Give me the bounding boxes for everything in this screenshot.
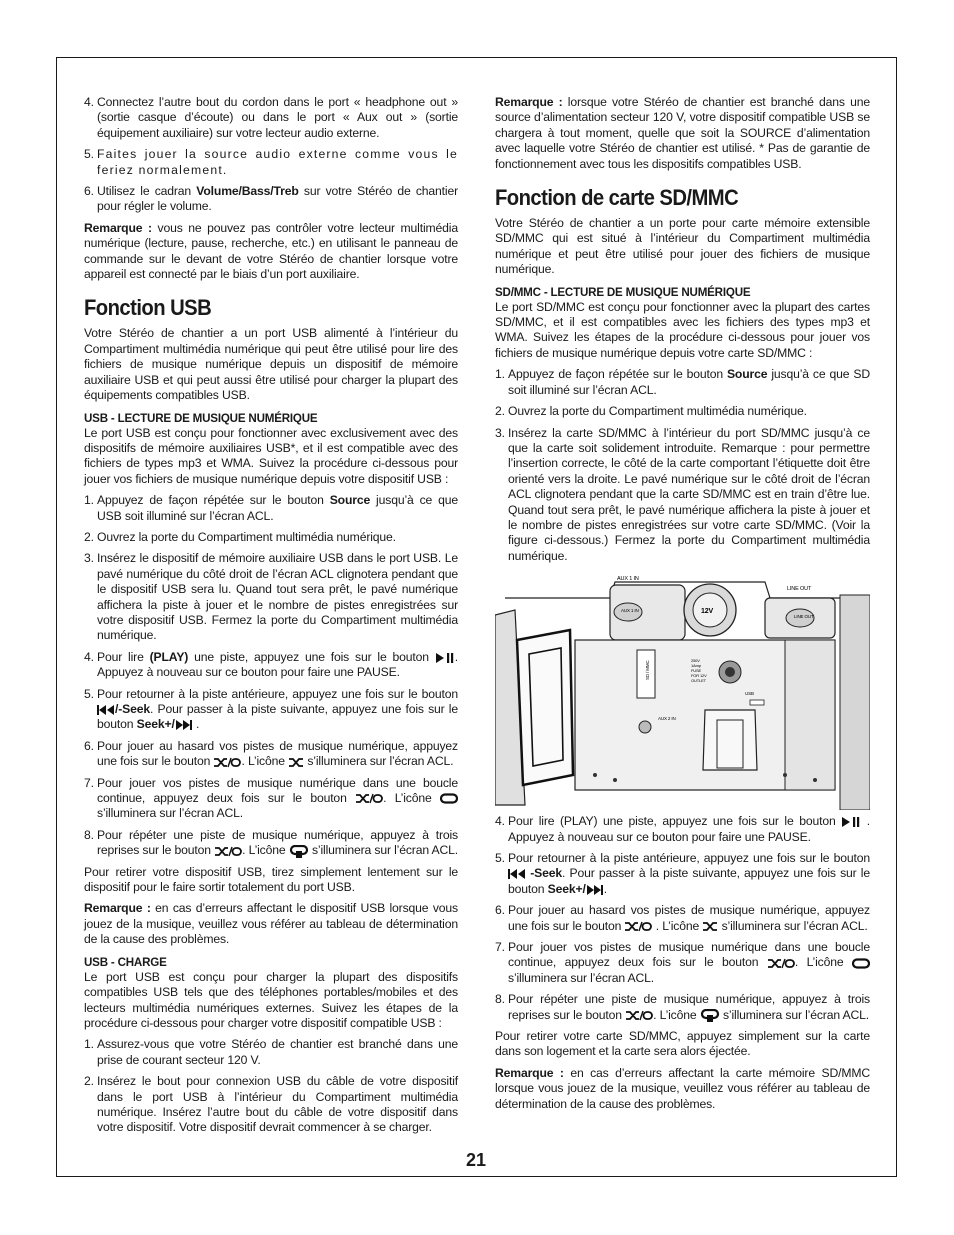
button-name: (PLAY) <box>149 649 189 664</box>
item-text: Pour jouer vos pistes de musique numérique dans une boucle continue, appuyez deux fois sur le bouton <box>508 940 870 970</box>
item-text: Insérez la carte SD/MMC à l’intérieur du port SD/MMC jusqu’à ce que la carte soit solidement introduite. Remarque : pour permettre l’insertion correcte, le côté de la carte comportant l’étiquette doit être orienté vers la droite. Le pavé numérique sur le côté droit de l’écran ACL clignotera pendant que la carte SD/MMC est en train d’être lue. Quand tout sera prêt, le pavé numérique affichera la piste à jouer et le nombre de pistes enregistrées sur votre carte SD/MMC. (Voir la figure ci-dessous.) Fermez la porte du Compartiment multimédia numérique. <box>508 425 870 563</box>
item-text: Pour retourner à la piste antérieure, appuyez une fois sur le bouton <box>97 686 458 701</box>
item-number: 5. <box>495 850 505 865</box>
note-text: en cas d’erreurs affectant la carte mémoire SD/MMC lorsque vous jouez de la musique, veuillez vous référer au tableau de détermination de la cause des problèmes. <box>495 1065 870 1111</box>
item-number: 8. <box>84 827 94 842</box>
shuffle-repeat-button-icon <box>625 1010 653 1021</box>
item-text: Connectez l’autre bout du cordon dans le port « headphone out » (sortie casque d’écoute) ou dans le port « Aux out » (sortie équipement auxiliaire) sur votre lecteur audio externe. <box>97 95 458 140</box>
item-text: Pour lire (PLAY) une piste, appuyez une fois sur le bouton <box>508 814 842 829</box>
item-text: sur votre Stéréo de chantier pour régler le volume. <box>97 184 458 214</box>
subheading-sd-read: SD/MMC - LECTURE DE MUSIQUE NUMÉRIQUE <box>495 285 751 299</box>
item-text: Pour jouer au hasard vos pistes de musique numérique, appuyez une fois sur le bouton <box>97 738 458 769</box>
item-text: Faites jouer la source audio externe comme vous le feriez normalement. <box>97 147 458 177</box>
paragraph: Le port USB est conçu pour charger la plupart des dispositifs compatibles USB tels que des téléphones portables/mobiles et des lecteurs multimédia numériques externes. Suivez les étapes de la procédure ci-dessous pour charger votre dispositif compatible USB : <box>84 969 458 1030</box>
item-text: Pour répéter une piste de musique numérique, appuyez à trois reprises sur le bouton <box>508 992 870 1022</box>
item-number: 1. <box>84 493 94 508</box>
note-text: vous ne pouvez pas contrôler votre lecteur multimédia numérique (lecture, pause, recherche, etc.) en utilisant le panneau de commande sur le devant de votre Stéréo de chantier lorsque votre appareil est connecté par le biais d’un port auxiliaire. <box>84 220 458 282</box>
figure-label: AUX 1 IN <box>617 576 639 583</box>
item-text: . Pour passer à la piste suivante, appuyez une fois sur le bouton <box>508 866 870 896</box>
figure-label: AUX 2 IN <box>658 716 676 722</box>
item-text: . Appuyez à nouveau sur ce bouton pour faire une PAUSE. <box>508 814 870 844</box>
dial-name: Volume/Bass/Treb <box>196 184 299 199</box>
list-item <box>84 184 458 215</box>
item-text: s’illuminera sur l’écran ACL. <box>304 754 454 769</box>
item-text: s’illuminera sur l’écran ACL. <box>508 970 655 985</box>
section-title-sd: Fonction de carte SD/MMC <box>495 185 739 211</box>
item-number: 7. <box>84 775 94 790</box>
subheading-usb-charge: USB - CHARGE <box>84 955 167 969</box>
shuffle-repeat-button-icon <box>213 757 241 768</box>
item-text: jusqu’à ce que USB soit illuminé sur l’écran ACL. <box>97 493 458 523</box>
button-name: /-Seek <box>115 702 151 716</box>
item-number: 7. <box>495 940 505 954</box>
shuffle-repeat-button-icon <box>214 846 242 857</box>
item-text: Pour jouer vos pistes de musique numérique dans une boucle continue, appuyez deux fois sur le bouton <box>97 775 458 806</box>
figure-label: FOR 12V <box>691 673 707 679</box>
list-item <box>84 687 458 733</box>
paragraph: Le port SD/MMC est conçu pour fonctionner avec la plupart des cartes SD/MMC, et il est compatibles avec les fichiers des types mp3 et WMA. Suivez les étapes de la procédure ci-dessous pour jouer vos fichiers de musique numérique depuis votre carte SD/MMC : <box>495 299 870 360</box>
item-number: 6. <box>495 903 505 918</box>
list-item <box>495 992 870 1023</box>
figure-label: OUTLET <box>691 678 706 684</box>
list-item <box>84 828 458 859</box>
item-number: 2. <box>495 404 505 419</box>
note-text: en cas d’erreurs affectant le dispositif USB lorsque vous jouez de la musique, veuillez vous référer au tableau de détermination de la cause des problèmes. <box>84 901 458 947</box>
item-text: . Pour passer à la piste suivante, appuyez une fois sur le bouton <box>97 702 458 732</box>
item-text: . L’icône <box>383 791 440 806</box>
list-item <box>495 903 870 934</box>
skip-forward-icon <box>175 720 193 730</box>
item-text: Ouvrez la porte du Compartiment multimédia numérique. <box>97 529 396 544</box>
list-item <box>495 814 870 845</box>
list-item <box>495 940 870 986</box>
item-text: Utilisez le cadran <box>97 184 197 199</box>
shuffle-repeat-button-icon <box>767 958 795 969</box>
list-item <box>495 851 870 897</box>
item-text: s’illuminera sur l’écran ACL. <box>97 806 244 821</box>
figure-label: 1Amp <box>691 663 701 669</box>
item-number: 6. <box>84 738 94 753</box>
list-item <box>84 147 458 178</box>
list-item <box>495 426 870 565</box>
item-text: Pour répéter une piste de musique numérique, appuyez à trois reprises sur le bouton <box>97 827 458 858</box>
list-item <box>495 367 870 398</box>
item-number: 1. <box>495 367 505 382</box>
figure-label: SD / MMC <box>645 660 650 681</box>
list-item <box>84 1074 458 1136</box>
page-number: 21 <box>466 1150 487 1170</box>
item-text: Pour jouer au hasard vos pistes de musique numérique, appuyez une fois sur le bouton <box>508 903 870 933</box>
item-text: s’illuminera sur l’écran ACL. <box>718 918 868 933</box>
section-title-usb: Fonction USB <box>84 295 212 321</box>
button-name: -Seek <box>530 866 563 881</box>
item-text: . L’icône <box>794 955 852 970</box>
figure-label: USB <box>745 691 754 697</box>
repeat-one-icon <box>289 845 309 858</box>
button-name: Seek+/ <box>136 717 175 732</box>
right-column <box>495 95 870 1118</box>
figure-label: FUSE <box>691 668 702 674</box>
list-item <box>84 650 458 681</box>
list-item <box>84 493 458 524</box>
shuffle-icon <box>288 757 304 768</box>
figure-label: LINE OUT <box>787 586 812 593</box>
play-pause-icon <box>841 817 861 827</box>
skip-forward-icon <box>586 885 604 895</box>
item-number: 3. <box>84 551 94 566</box>
item-number: 4. <box>495 814 505 829</box>
list-item <box>84 530 458 545</box>
button-name: Source <box>726 367 768 382</box>
list-item <box>84 1037 458 1068</box>
button-name: Source <box>329 493 371 508</box>
shuffle-repeat-button-icon <box>624 921 652 932</box>
item-text: . L’icône <box>241 754 289 769</box>
item-text: . Appuyez à nouveau sur ce bouton pour faire une PAUSE. <box>97 649 458 680</box>
item-number: 1. <box>84 1037 94 1052</box>
item-number: 4. <box>84 649 94 664</box>
item-text: Insérez le bout pour connexion USB du câble de votre dispositif dans le port USB à l’intérieur du Compartiment multimédia numérique. Insérez l’autre bout du câble de votre dispositif dans votre dispositif. Votre dispositif devrait commencer à se charger. <box>97 1074 458 1135</box>
media-compartment-figure <box>495 570 870 810</box>
item-text: jusqu’à ce que SD soit illuminé sur l’écran ACL. <box>508 367 870 397</box>
paragraph: Votre Stéréo de chantier a un port USB alimenté à l’intérieur du Compartiment multimédia numérique qui peut être utilisé pour lire des fichiers de musique numérique depuis un dispositif de mémoire auxiliaire USB et qui peut aussi être utilisé pour charger la plupart des équipements compatibles USB. <box>84 326 458 403</box>
note-label: Remarque : <box>84 220 152 235</box>
figure-label: AUX 1 IN <box>621 608 639 614</box>
list-item <box>84 739 458 770</box>
item-text: . L’icône <box>653 1007 700 1022</box>
item-text: . L’icône <box>652 918 703 933</box>
item-number: 2. <box>84 529 94 544</box>
figure-label: LINE OUT <box>794 614 814 620</box>
note <box>84 901 458 947</box>
item-number: 5. <box>84 147 94 162</box>
note-text: lorsque votre Stéréo de chantier est branché dans une source d’alimentation secteur 120 V, votre dispositif compatible USB se chargera à tout moment, quelle que soit la SOURCE d’alimentation avec laquelle votre Stéréo de chantier est utilisé. * Pas de garantie de fonctionnement avec tous les dispositifs compatibles USB. <box>495 95 870 171</box>
item-number: 6. <box>84 184 94 199</box>
note <box>495 1066 870 1112</box>
shuffle-repeat-button-icon <box>355 793 383 804</box>
paragraph: Pour retirer votre carte SD/MMC, appuyez simplement sur la carte dans son logement et la carte sera alors éjectée. <box>495 1029 870 1059</box>
note-label: Remarque : <box>495 1065 564 1080</box>
repeat-all-icon <box>440 793 458 804</box>
subheading-usb-read: USB - LECTURE DE MUSIQUE NUMÉRIQUE <box>84 411 318 425</box>
note <box>84 221 458 283</box>
paragraph: Le port USB est conçu pour fonctionner avec exclusivement avec des dispositifs de mémoire auxiliaires USB*, et il est compatible avec des fichiers de types mp3 et WMA. Suivez la procédure ci-dessous pour jouer vos fichiers de musique numérique depuis votre dispositif USB : <box>84 425 458 486</box>
item-text: . L’icône <box>242 843 289 858</box>
item-text: . <box>192 717 200 732</box>
skip-back-icon <box>97 705 115 715</box>
item-text: s’illuminera sur l’écran ACL. <box>719 1007 870 1022</box>
figure-label: 250V <box>691 658 700 664</box>
item-text: Appuyez de façon répétée sur le bouton <box>97 493 330 508</box>
paragraph: Votre Stéréo de chantier a un porte pour carte mémoire extensible SD/MMC qui est situé à l’intérieur du Compartiment multimédia numérique et peut être utilisé pour jouer des fichiers de musique numérique. <box>495 216 870 277</box>
figure-label: 12V <box>701 608 714 616</box>
note-label: Remarque : <box>495 95 563 109</box>
item-text: Insérez le dispositif de mémoire auxiliaire USB dans le port USB. Le pavé numérique du côté droit de l’écran ACL clignotera pendant que le dispositif USB sera lu. Quand tout sera prêt, le pavé numérique affichera la piste à jouer et le nombre de pistes enregistrées sur votre dispositif USB. Fermez la porte du Compartiment multimédia numérique. <box>97 551 458 643</box>
note-label: Remarque : <box>84 901 151 916</box>
item-text: une piste, appuyez une fois sur le bouton <box>188 649 435 664</box>
paragraph: Pour retirer votre dispositif USB, tirez simplement lentement sur le dispositif pour le faire sortir totalement du port USB. <box>84 864 458 895</box>
item-number: 8. <box>495 992 505 1007</box>
item-number: 5. <box>84 686 94 701</box>
left-column <box>84 95 458 1142</box>
shuffle-icon <box>702 921 718 932</box>
repeat-all-icon <box>852 958 870 969</box>
item-number: 3. <box>495 425 505 440</box>
list-item <box>84 776 458 822</box>
list-item <box>495 404 870 419</box>
note <box>495 95 870 172</box>
item-text: Pour lire <box>97 649 150 664</box>
item-text: Ouvrez la porte du Compartiment multimédia numérique. <box>508 404 807 419</box>
item-text: . <box>603 881 607 896</box>
repeat-one-icon <box>700 1009 720 1022</box>
button-name: Seek+/ <box>547 881 586 896</box>
item-number: 2. <box>84 1074 94 1089</box>
skip-back-icon <box>508 869 526 879</box>
item-text: Assurez-vous que votre Stéréo de chantier est branché dans une prise de courant secteur 120 V. <box>97 1037 458 1067</box>
list-item <box>84 551 458 643</box>
item-text: Appuyez de façon répétée sur le bouton <box>508 367 727 382</box>
play-pause-icon <box>435 653 455 663</box>
item-text: Pour retourner à la piste antérieure, appuyez une fois sur le bouton <box>508 850 870 865</box>
list-item <box>84 95 458 141</box>
item-text: s’illuminera sur l’écran ACL. <box>308 843 459 858</box>
item-number: 4. <box>84 95 94 109</box>
